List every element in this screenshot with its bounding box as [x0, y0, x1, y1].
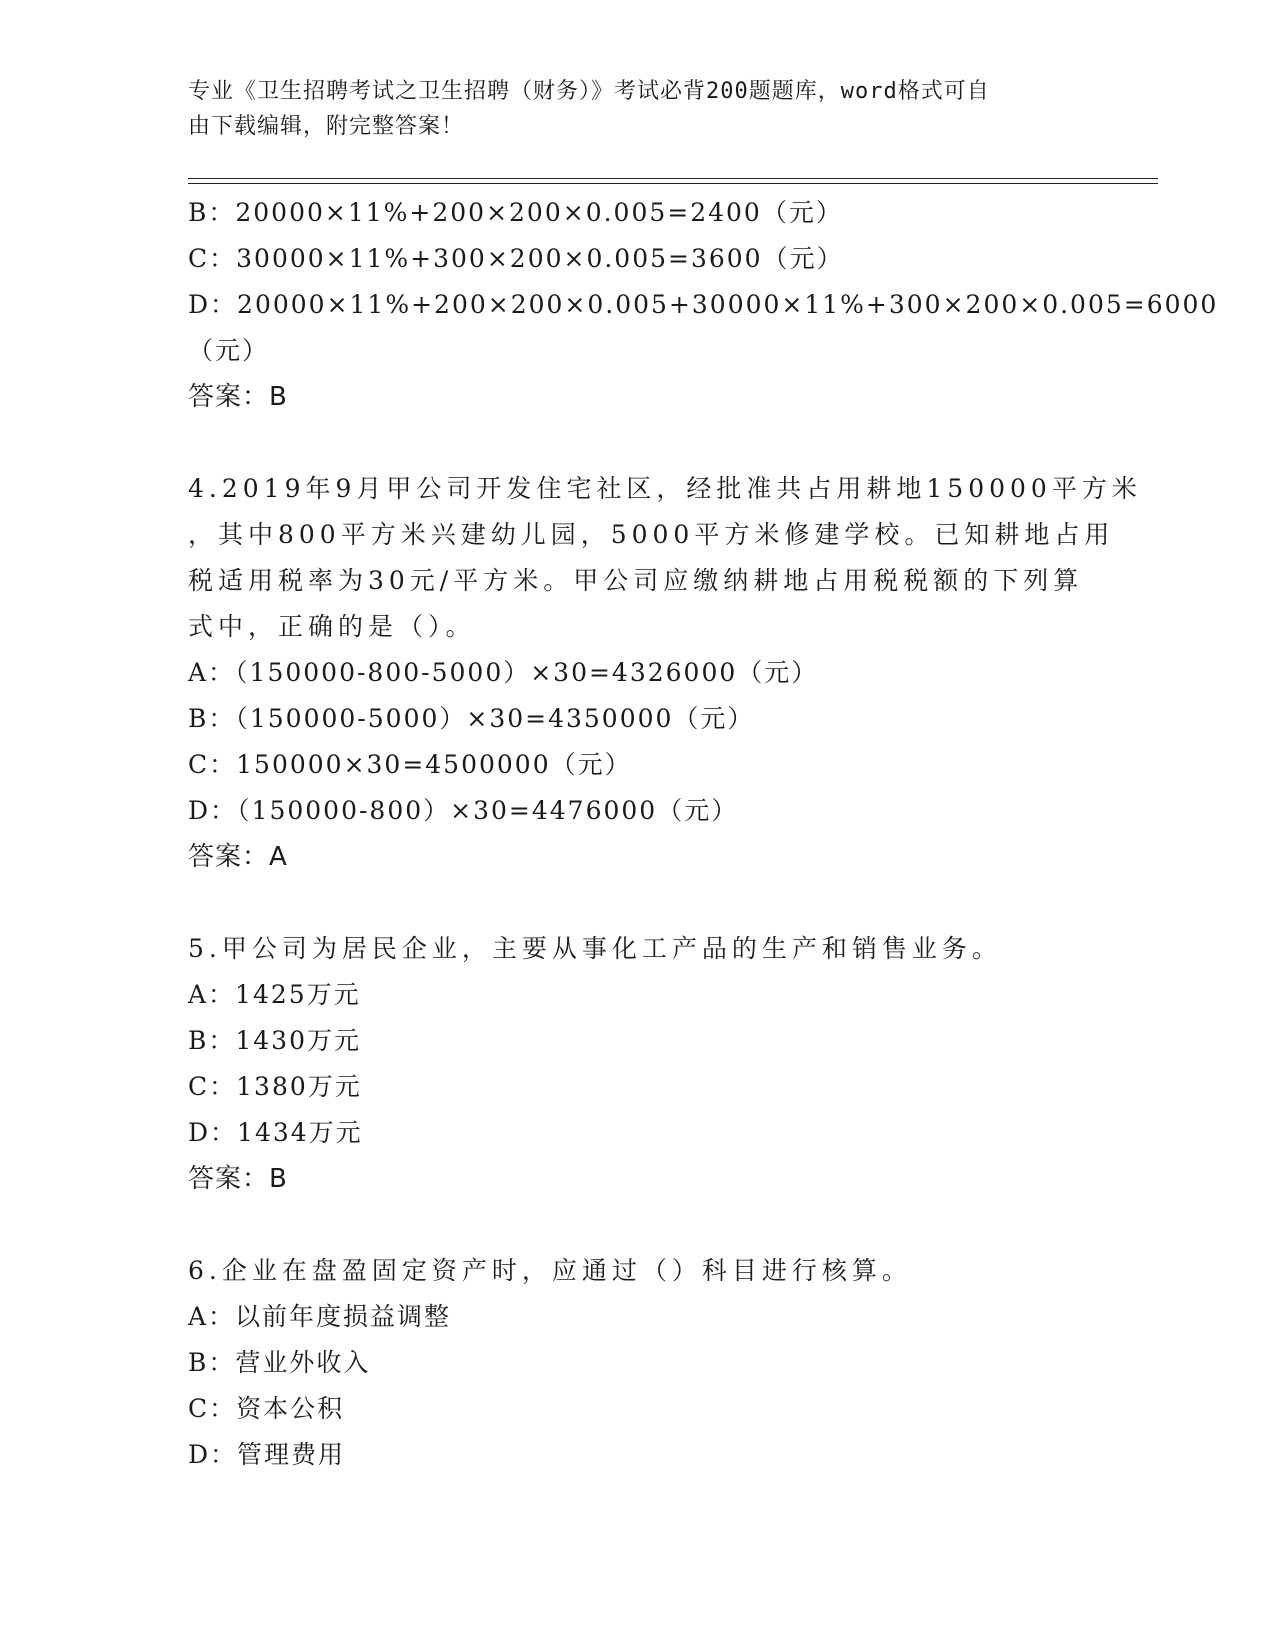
- q3-option-b: B：20000×11%+200×200×0.005=2400（元）: [188, 198, 843, 227]
- q5-stem-line-1: 5.甲公司为居民企业，主要从事化工产品的生产和销售业务。: [188, 934, 1002, 963]
- q5-option-b: B：1430万元: [188, 1026, 361, 1055]
- q3-option-c: C：30000×11%+300×200×0.005=3600（元）: [188, 244, 844, 273]
- header-line-1: 专业《卫生招聘考试之卫生招聘（财务）》考试必背200题题库，word格式可自: [188, 79, 990, 104]
- header-rule-bottom: [188, 183, 1158, 184]
- q5-option-d: D：1434万元: [188, 1118, 363, 1147]
- q3-option-d-continued: （元）: [188, 336, 270, 365]
- q4-option-a: A：（150000-800-5000）×30=4326000（元）: [188, 658, 819, 687]
- question-4: [188, 466, 1142, 880]
- q3-option-d: D：20000×11%+200×200×0.005+30000×11%+300×200×0.005=6000: [188, 290, 1219, 319]
- q4-stem-line-3: 税适用税率为30元/平方米。甲公司应缴纳耕地占用税税额的下列算: [188, 566, 1084, 595]
- q5-stem: [188, 926, 1088, 972]
- q6-stem-line-1: 6.企业在盘盈固定资产时，应通过（）科目进行核算。: [188, 1256, 912, 1285]
- q6-stem: [188, 1248, 1088, 1294]
- q4-option-b: B：（150000-5000）×30=4350000（元）: [188, 704, 755, 733]
- header-line-2: 由下载编辑，附完整答案！: [188, 114, 465, 139]
- document-header: [188, 74, 1078, 144]
- q6-option-a: A：以前年度损益调整: [188, 1302, 452, 1331]
- q5-answer: 答案：B: [188, 1164, 288, 1194]
- q4-stem-line-1: 4.2019年9月甲公司开发住宅社区，经批准共占用耕地150000平方米: [188, 474, 1142, 503]
- question-5: [188, 926, 1088, 1202]
- question-6: [188, 1248, 1088, 1478]
- q6-option-b: B：营业外收入: [188, 1348, 371, 1377]
- q6-option-c: C：资本公积: [188, 1394, 345, 1423]
- q5-option-a: A：1425万元: [188, 980, 361, 1009]
- q4-stem-line-4: 式中，正确的是（）。: [188, 612, 476, 641]
- question-3-fragment: [188, 190, 1219, 420]
- q5-option-c: C：1380万元: [188, 1072, 362, 1101]
- document-body: [188, 190, 1219, 1478]
- q4-option-c: C：150000×30=4500000（元）: [188, 750, 632, 779]
- q4-answer: 答案：A: [188, 842, 288, 872]
- q3-answer: 答案：B: [188, 382, 288, 412]
- q4-stem: [188, 466, 1142, 650]
- header-rule-top: [188, 178, 1158, 179]
- q4-stem-line-2: ，其中800平方米兴建幼儿园，5000平方米修建学校。已知耕地占用: [188, 520, 1115, 549]
- q4-option-d: D：（150000-800）×30=4476000（元）: [188, 796, 739, 825]
- q6-option-d: D：管理费用: [188, 1440, 346, 1469]
